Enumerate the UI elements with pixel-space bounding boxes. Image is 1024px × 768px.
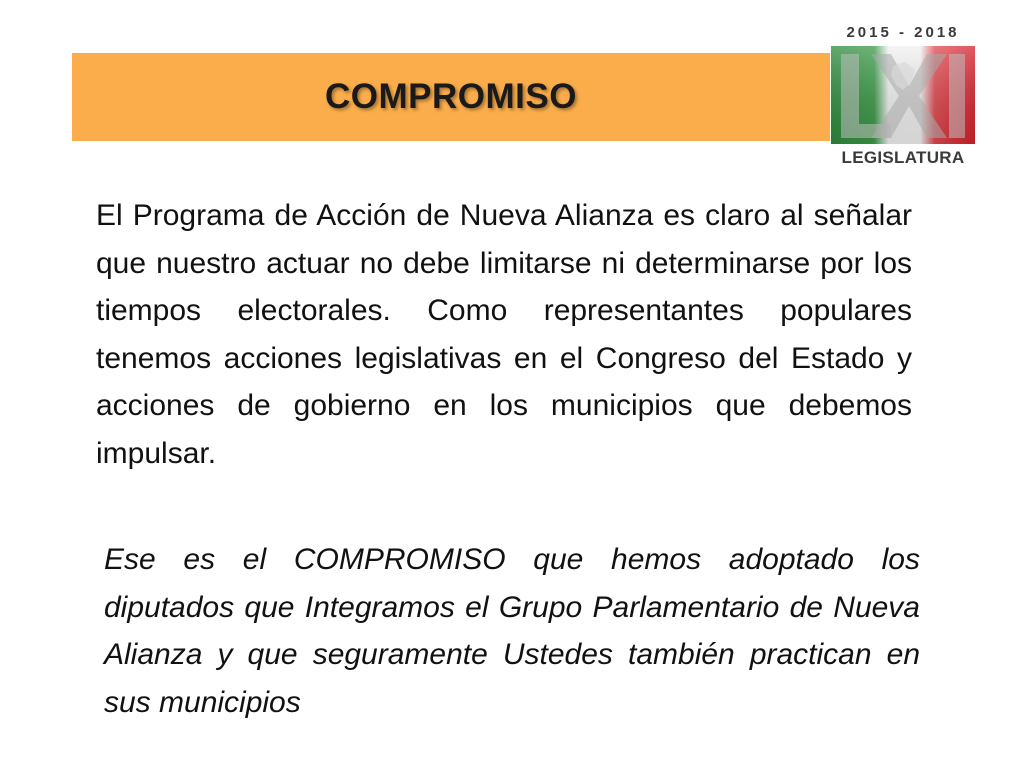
body-paragraph: El Programa de Acción de Nueva Alianza es claro al señalar que nuestro actuar no debe limitarse ni determinarse por los tiempos electorales. Como representantes populares tenemos acciones legislativas en el Congreso del Estado y acciones de gobierno en los municipios que debemos impulsar. bbox=[96, 199, 912, 470]
lxi-emblem-icon bbox=[831, 46, 975, 144]
logo-years: 2015 - 2018 bbox=[846, 24, 960, 41]
logo-word: LEGISLATURA bbox=[841, 148, 965, 167]
slide-title: COMPROMISO bbox=[325, 77, 577, 116]
legislatura-logo bbox=[828, 18, 978, 178]
commitment-paragraph: Ese es el COMPROMISO que hemos adoptado los diputados que Integramos el Grupo Parlamentario de Nueva Alianza y que seguramente Ustedes también practican en sus municipios bbox=[104, 543, 920, 719]
